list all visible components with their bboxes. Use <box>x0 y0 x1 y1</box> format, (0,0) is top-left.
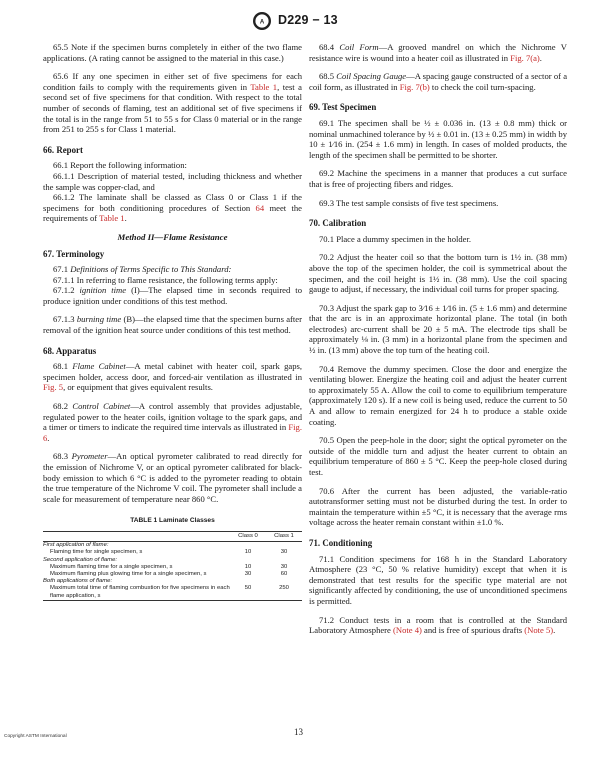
method-ii-heading: Method II—Flame Resistance <box>117 231 228 242</box>
paragraph-68-4: 68.4 Coil Form—A grooved mandrel on which the Nichrome V resistance wire is wound into a heater coil as illustrated in Fig. 7(a). <box>309 42 567 63</box>
section-64-link[interactable]: 64 <box>255 202 265 213</box>
paragraph-69-2: 69.2 Machine the specimens in a manner that produces a cut surface that is free of projecting fibers and ridges. <box>309 168 567 189</box>
note-4-link[interactable]: (Note 4) <box>393 625 422 636</box>
header-label-cell <box>43 531 230 541</box>
header-class-1: Class 1 <box>274 532 294 539</box>
paragraph-67-1-3: 67.1.3 burning time (B)—the elapsed time that the specimen burns after removal of the ignition heat source under conditions of this test method. <box>43 314 302 336</box>
paragraph-69-3: 69.3 The test sample consists of five test specimens. <box>319 197 499 208</box>
header-class-0: Class 0 <box>238 532 258 539</box>
right-column <box>309 42 567 644</box>
table-row: First application of flame: <box>43 542 109 549</box>
copyright-footer: Copyright ASTM International <box>4 734 67 739</box>
paragraph-65-6: 65.6 If any one specimen in either set of five specimens for each condition fails to comply with the requirements given in Table 1, test a second set of five specimens for that condition. With respect to the total number of seconds of flaming, test an additional set of five specimens if the total is in the range from 51 to 55 s for Class 0 material or in the range from 251 to 255 s for Class 1 material. <box>43 71 302 135</box>
fig-5-link[interactable]: Fig. 5 <box>43 382 64 393</box>
note-5-link[interactable]: (Note 5) <box>524 625 554 636</box>
table-row: Flaming time for single specimen, s 10 30 <box>50 549 288 556</box>
section-71-heading: 71. Conditioning <box>309 537 373 548</box>
fig-7b-link[interactable]: Fig. 7(b) <box>399 81 430 92</box>
table-header-row <box>43 531 302 541</box>
table-row: Maximum flaming time for a single specimen, s 10 30 <box>50 563 288 570</box>
section-70-heading: 70. Calibration <box>309 218 367 229</box>
table-1-link[interactable]: Table 1 <box>99 213 125 224</box>
laminate-classes-table <box>43 516 302 600</box>
paragraph-67-1-1: 67.1.1 In referring to flame resistance, the following terms apply: <box>53 274 278 285</box>
table-grid <box>43 531 302 601</box>
paragraph-68-2: 68.2 Control Cabinet—A control assembly that provides adjustable, regulated power to the heater coils, ignition voltage to the spark gaps, and a timer or timers to indicate the required time intervals as illustrated in Fig. 6. <box>43 401 302 443</box>
table-row: Maximum flaming plus glowing time for a single specimen, s 30 60 <box>50 570 288 577</box>
table-row: Both applications of flame: <box>43 578 113 585</box>
paragraph-71-2: 71.2 Conduct tests in a room that is controlled at the Standard Laboratory Atmosphere (Note 4) and is free of spurious drafts (Note 5). <box>309 614 567 636</box>
fig-7a-link[interactable]: Fig. 7(a) <box>510 52 540 63</box>
astm-logo-icon <box>252 11 272 31</box>
section-67-heading: 67. Terminology <box>43 248 105 259</box>
paragraph-68-5: 68.5 Coil Spacing Gauge—A spacing gauge constructed of a sector of a coil form, as illustrated in Fig. 7(b) to check the coil turn-spacing. <box>309 71 568 92</box>
paragraph-67-1-2: 67.1.2 ignition time (I)—The elapsed time in seconds required to produce ignition under conditions of this test method. <box>43 285 302 306</box>
section-69-heading: 69. Test Specimen <box>309 102 377 113</box>
table-title: TABLE 1 Laminate Classes <box>130 517 215 525</box>
paragraph-70-1: 70.1 Place a dummy specimen in the holder. <box>319 233 472 244</box>
paragraph-66-1-2: 66.1.2 The laminate shall be classed as Class 0 or Class 1 if the specimens for both conditioning procedures of Section 64 meet the requirements of Table 1. <box>43 192 302 224</box>
paragraph-71-1: 71.1 Condition specimens for 168 h in the Standard Laboratory Atmosphere (23 °C, 50 % relative humidity) except that when it is demonstrated that test results for the specific type material are not significantly affected by conditioning, the use of unconditioned specimens is permitted. <box>309 553 567 606</box>
page-number: 13 <box>294 727 303 737</box>
svg-text:A: A <box>259 19 265 26</box>
paragraph-69-1: 69.1 The specimen shall be ½ ± 0.036 in. (13 ± 0.8 mm) thick or nominal unmachined tolerance by ½ ± 0.01 in. (13 ± 0.25 mm) in width by 10 ± 1⁄16 in. (254 ± 1.6 mm) in length. In cases of molded products, the length of the specimen shall be permitted to be shorter. <box>309 117 567 160</box>
paragraph-70-5: 70.5 Open the peep-hole in the door; sight the optical pyrometer on the outside of the middle turn and adjust the heater current to obtain an equilibrium temperature of 860 ± 5 °C. Keep the peep-hole closed during test. <box>309 435 567 477</box>
paragraph-65-5: 65.5 Note if the specimen burns completely in either of the two flame applications. (A rating cannot be assigned to the material in this case.) <box>43 42 302 63</box>
paragraph-70-2: 70.2 Adjust the heater coil so that the bottom turn is 1½ in. (38 mm) above the top of the specimen holder, the coil is symmetrical about the specimen, and the coil height is 1½ in. (38 mm). Use the coil spacing gauge to adjust, if necessary, the individual coil turns for proper spacing. <box>309 252 567 295</box>
table-1-link[interactable]: Table 1 <box>250 81 278 92</box>
table-row: Maximum total time of flaming combustion for five specimens in each flame application, s 50 250 <box>43 585 302 600</box>
paragraph-66-1-1: 66.1.1 Description of material tested, including thickness and whether the sample was copper-clad, and <box>43 170 302 192</box>
paragraph-67-1: 67.1 Definitions of Terms Specific to This Standard: <box>53 264 232 275</box>
section-66-heading: 66. Report <box>43 144 83 155</box>
paragraph-70-3: 70.3 Adjust the spark gap to 3⁄16 ± 1⁄16 in. (5 ± 1.6 mm) and determine that the arc is in an approximate horizontal plane. The total (in both electrodes) arc-current shall be 20 ± 5 mA. The electrode tips shall be approximately ⅛ in. (3 mm) in a horizontal plane from the specimen and ½ in. (13 mm) above the top turn of the heating coil. <box>309 302 567 356</box>
page-header <box>0 10 600 36</box>
paragraph-70-6: 70.6 After the current has been adjusted, the variable-ratio autotransformer setting must not be disturbed during the test. In order to maintain the temperature within ±5 °C, it is necessary that the average rms voltage across the heater remain constant within ±1.0 %. <box>309 485 567 528</box>
fig-6-link[interactable]: Fig. 6 <box>43 422 302 443</box>
paragraph-68-3: 68.3 Pyrometer—An optical pyrometer calibrated to read directly for the emission of Nichrome V, or an optical pyrometer calibrated for black-body emission to which 6 °C is added to the pyrometer reading to obtain the true temperature of the Nichrome V coil. The pyrometer shall include a scale for measurement of temperature near 860 °C. <box>43 451 303 504</box>
paragraph-70-4: 70.4 Remove the dummy specimen. Close the door and energize the ventilating blower. Energize the heating coil and adjust the heater current to approximately 55 A. Allow the coil to come to equilibrium temperature (approximately 120 s). If a new coil is being used, reduce the current to 50 A and allow to remain energized for 24 h to produce a stable oxide coating. <box>309 363 567 427</box>
left-column <box>43 42 302 601</box>
paragraph-66-1: 66.1 Report the following information: <box>53 160 187 171</box>
table-row: Second application of flame: <box>43 556 118 563</box>
paragraph-68-1: 68.1 Flame Cabinet—A metal cabinet with heater coil, spark gaps, specimen holder, access door, and forced-air ventilation as illustrated in Fig. 5, or equipment that gives equivalent results. <box>43 361 302 393</box>
section-68-heading: 68. Apparatus <box>43 345 97 356</box>
document-id: D229 − 13 <box>278 13 338 27</box>
